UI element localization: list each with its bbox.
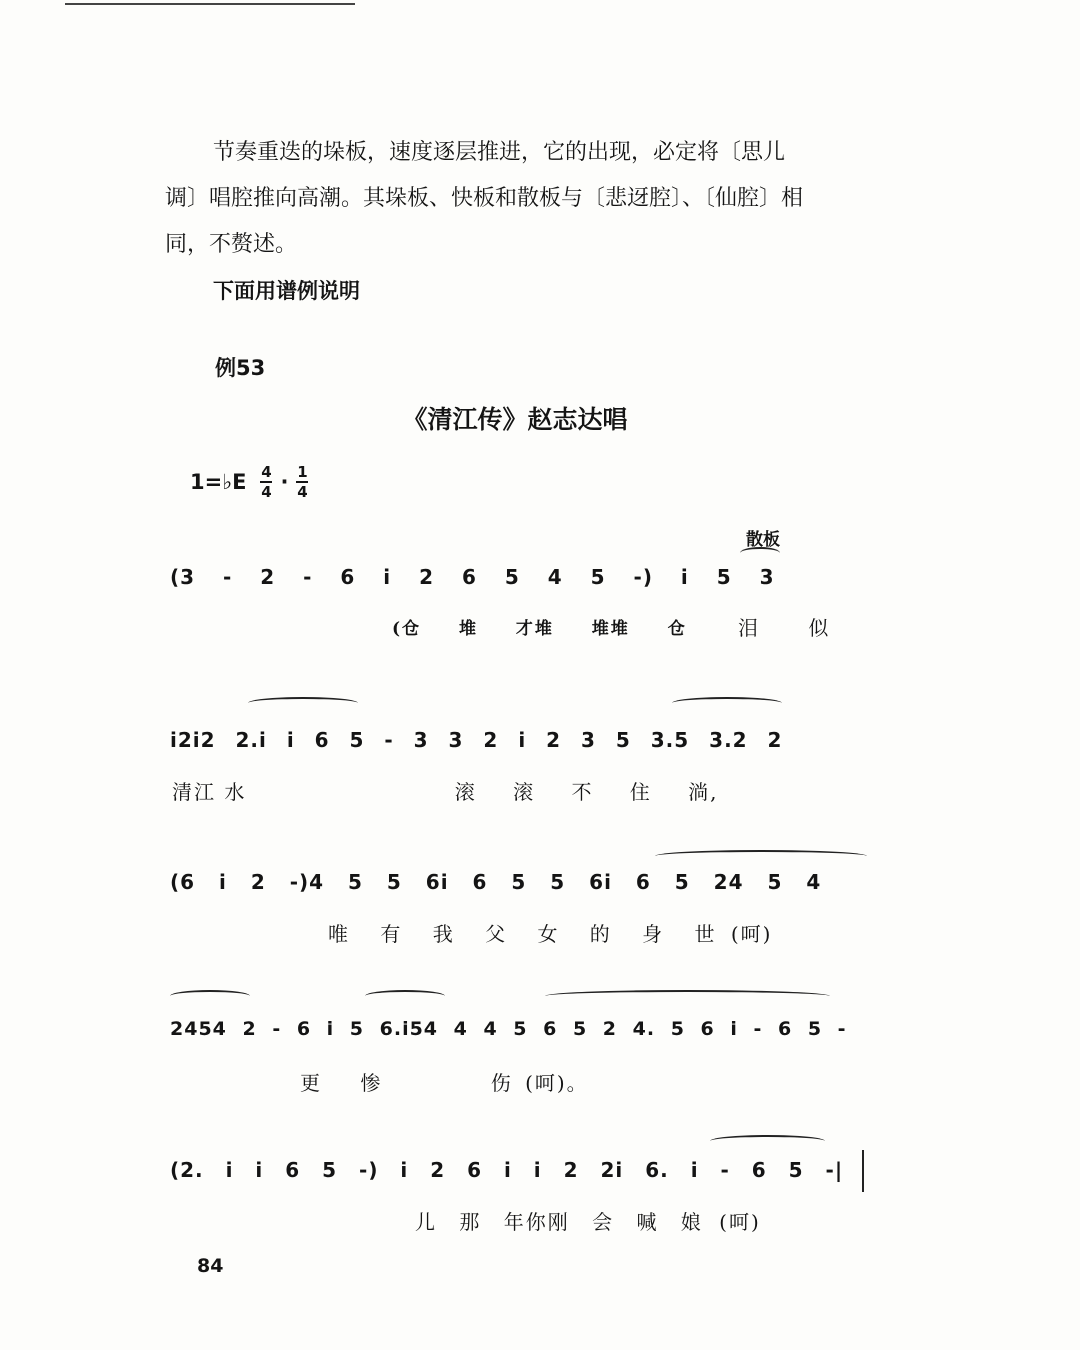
song-title: 《清江传》赵志达唱 — [402, 405, 628, 434]
meter-denominator: 4 — [261, 483, 272, 501]
lyric-word: (呵) — [719, 1210, 761, 1234]
notation-row: (3 - 2 - 6 i 2 6 5 4 5 -) i 5 3 — [170, 565, 775, 589]
lyric-word: 的 — [589, 922, 612, 946]
meter-denominator: 4 — [297, 483, 308, 501]
lyric-word: 喊 — [636, 1210, 659, 1234]
meter-numerator: 4 — [261, 463, 272, 481]
slur — [545, 990, 830, 1002]
paragraph-line: 同，不赘述。 — [165, 232, 298, 257]
notation-row: (6 i 2 -)4 5 5 6i 6 5 5 6i 6 5 24 5 4 — [170, 870, 822, 894]
final-barline — [862, 1150, 864, 1192]
percussion-row: (仓 堆 才堆 堆堆 仓 — [392, 619, 687, 639]
lyric-word: 泪 — [738, 616, 760, 640]
lyric-word: 娘 — [680, 1210, 703, 1234]
notation-row: 2454 2 - 6 i 5 6.i54 4 4 5 6 5 2 4. 5 6 i - 6 5 - — [170, 1018, 847, 1040]
lyrics-row — [172, 776, 741, 805]
paragraph-line: 节奏重迭的垛板，速度逐层推进，它的出现，必定将〔思儿 — [213, 140, 786, 165]
lyric-word: (呵)。 — [525, 1071, 589, 1095]
meter-two — [296, 465, 308, 499]
lyrics-row — [300, 1067, 611, 1096]
lyric-word: 世 — [694, 922, 717, 946]
lyric-word: 唯 — [328, 922, 350, 946]
paragraph-line: 调〕唱腔推向高潮。其垛板、快板和散板与〔悲迓腔〕、〔仙腔〕相 — [165, 186, 804, 211]
lyric-word: 会 — [592, 1210, 615, 1234]
lyric-word: 更 — [300, 1071, 322, 1095]
lyric-word: 女 — [537, 922, 560, 946]
lyric-word: 不 — [571, 780, 594, 804]
notation-row: i2i2 2.i i 6 5 - 3 3 2 i 2 3 5 3.5 3.2 2 — [170, 728, 783, 752]
lyric-word: 有 — [380, 922, 403, 946]
intro-heading: 下面用谱例说明 — [213, 278, 360, 303]
tempo-mark: 散板 — [746, 530, 780, 550]
page-number: 84 — [197, 1255, 224, 1277]
slur — [655, 850, 867, 862]
lyric-word: 滚 — [513, 780, 536, 804]
meter-numerator: 1 — [297, 463, 308, 481]
slur — [672, 697, 782, 709]
slur — [365, 990, 445, 1002]
lyric-word: 身 — [642, 922, 665, 946]
lyric-word: 滚 — [454, 780, 477, 804]
lyrics-row — [738, 612, 852, 641]
lyric-word: 淌, — [688, 780, 719, 804]
lyric-word: 清江 水 — [172, 780, 247, 804]
lyric-word: 父 — [485, 922, 508, 946]
example-label: 例53 — [215, 356, 266, 380]
lyric-word: 我 — [432, 922, 455, 946]
lyric-word: 惨 — [360, 1071, 383, 1095]
key-tonic: 1=♭E — [190, 470, 247, 494]
notation-row: (2. i i 6 5 -) i 2 6 i i 2 2i 6. i - 6 5 -| — [170, 1158, 844, 1182]
slur — [170, 990, 250, 1002]
top-rule — [65, 3, 355, 5]
lyric-word: (呵) — [730, 922, 773, 946]
lyric-word: 年你刚 — [503, 1210, 570, 1234]
lyric-word: 伤 — [490, 1071, 513, 1095]
lyric-word: 住 — [629, 780, 652, 804]
lyric-word: 似 — [808, 616, 831, 640]
lyric-word: 儿 — [415, 1210, 437, 1234]
body-paragraph — [165, 130, 865, 268]
meter-one — [260, 465, 272, 499]
slur — [710, 1135, 825, 1147]
lyric-word: 那 — [459, 1210, 482, 1234]
slur — [740, 547, 780, 559]
lyrics-row — [328, 918, 794, 947]
slur — [248, 697, 358, 709]
lyrics-row — [415, 1206, 783, 1235]
key-signature: 1=♭E $\frac{4}{4}$ · $\frac{1}{4}$ — [190, 463, 308, 501]
